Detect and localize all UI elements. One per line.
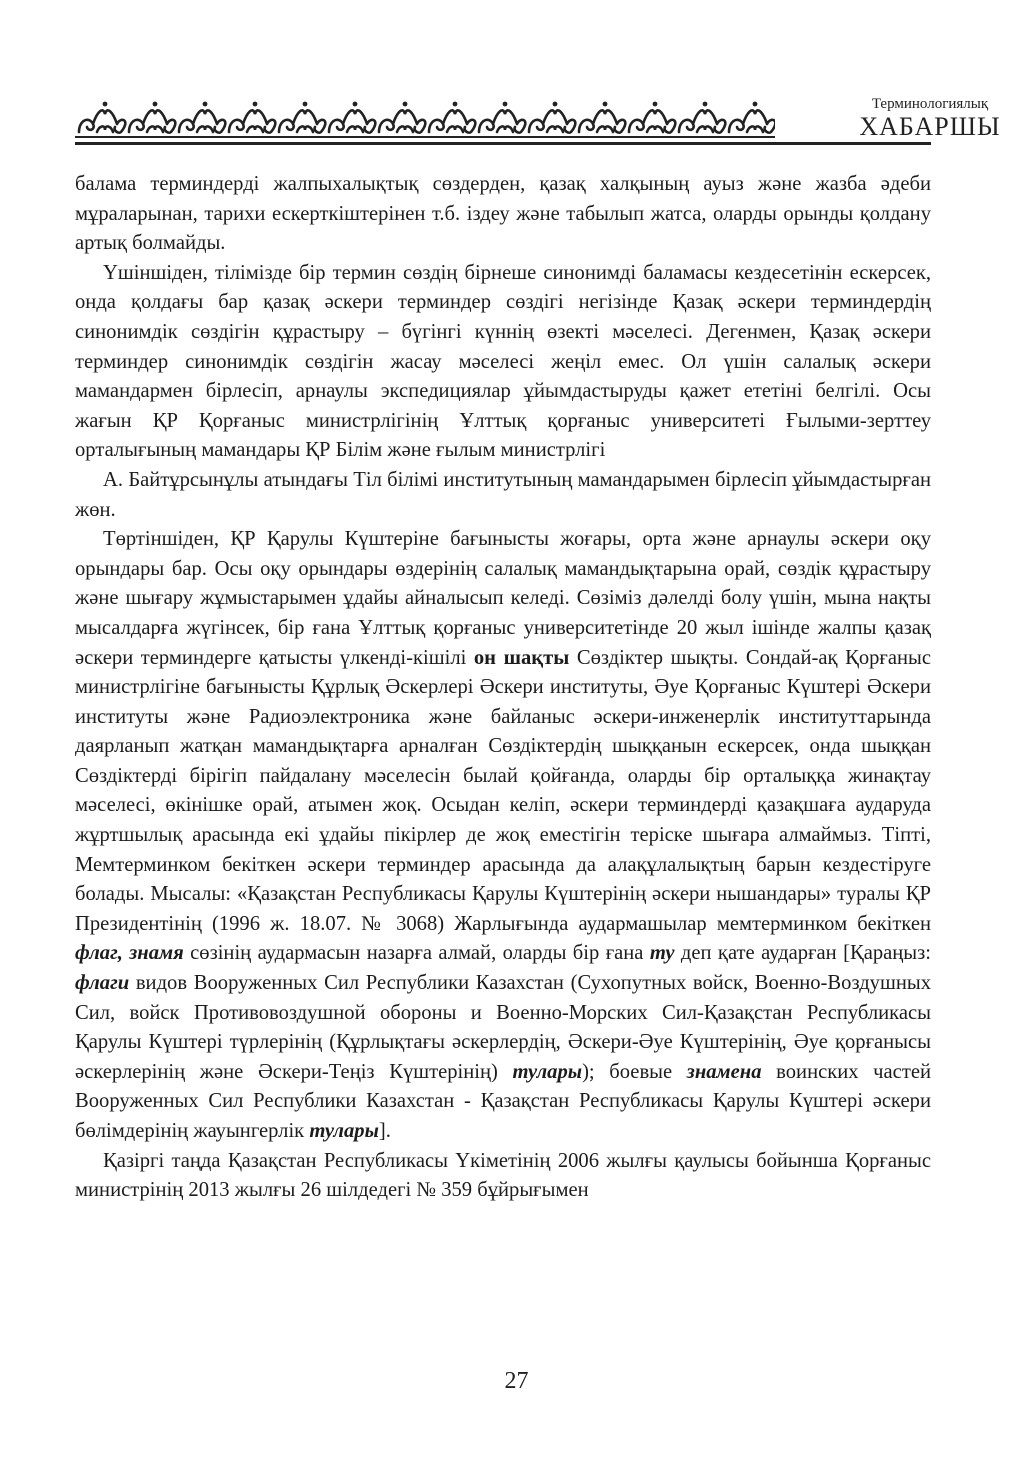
text-run: ].: [378, 1120, 391, 1142]
kazakh-ornament-border-icon: [75, 98, 775, 140]
ornament-motif: [129, 102, 175, 133]
bold-italic-term: тулары: [309, 1120, 379, 1142]
ornament-motif: [679, 102, 725, 133]
text-run: Сөздіктер шықты. Сондай-ақ Қорғаныс министрлігіне бағынысты Құрлық Әскерлері Әскери институты, Әуе Қорғаныс Күштері Әскери институты және Радиоэлектроника және байланыс әскери-инженерлік институттарында даярланып жатқан мамандықтарға арналған Сөздіктердің шыққанын ескерсек, онда шыққан Сөздіктерді бірігіп пайдалану мәселесін былай қойғанда, оларды бір орталыққа жинақтау мәселесі, өкінішке орай, атымен жоқ. Осыдан келіп, әскери терминдерді қазақшаға аударуда жұртшылық арасында екі ұдайы пікірлер де жоқ еместігін теріске шығара алмаймыз. Тіпті, Мемтерминком бекіткен әскери терминдер арасында да алақұлалықтың барын кездестіруге болады. Мысалы: «Қазақстан Республикасы Қарулы Күштерінің әскери нышандары» туралы ҚР Президентінің (1996 ж. 18.07. № 3068) Жарлығында аудармашылар мемтерминком бекіткен: [75, 646, 931, 935]
paragraph-currently: Қазіргі таңда Қазақстан Республикасы Үкіметінің 2006 жылғы қаулысы бойынша Қорғаныс министрінің 2013 жылғы 26 шілдедегі № 359 бұйрығымен: [75, 1149, 931, 1202]
header-rule: [75, 142, 931, 145]
article-body: [75, 170, 931, 1206]
bold-italic-term: флаги: [75, 972, 130, 995]
paragraph-continuation: балама терминдерді жалпыхалықтық сөздерден, қазақ халқының ауыз және жазба әдеби мұраларынан, тарихи ескерткіштерінен т.б. іздеу және табылып жатса, оларды орынды қолдану артық болмайды.: [75, 173, 931, 255]
text-run: ); боевые: [582, 1060, 687, 1083]
ornament-motif: [229, 102, 275, 133]
ornament-motif: [729, 102, 775, 133]
journal-title-big: ХАБАРШЫ: [859, 112, 1001, 141]
ornament-motif: [79, 102, 125, 133]
text-run: видов Вооруженных Сил Республики Казахстан (Сухопутных войск, Военно-Воздушных Сил, войск Противовоздушной обороны и Военно-Морских Сил-Қазақстан Республикасы Қарулы Күштері түрлерінің (Құрлықтағы әскерлердің, Әскери-Әуе Күштерінің, Әуе қорғанысы әскерлерінің және Әскери-Теңіз Күштерінің): [75, 972, 931, 1083]
text-run: воинских частей Вооруженных Сил Республики Казахстан - Қазақстан Республикасы Қарулы Күштері әскери бөлімдерінің жауынгерлік: [75, 1060, 931, 1142]
bold-italic-term: ту: [649, 942, 675, 965]
page-number: 27: [504, 1368, 529, 1394]
ornament-motif: [529, 102, 575, 133]
text-run: деп қате аударған [Қараңыз:: [674, 942, 931, 965]
bold-italic-term: флаг, знамя: [75, 942, 184, 965]
paragraph-thirdly: Үшіншіден, тілімізде бір термин сөздің бірнеше синонимді баламасы кездесетінін ескерсек, онда қолдағы бар қазақ әскери терминдер сөздігі негізінде Қазақ әскери терминдердің синонимдік сөздігін құрастыру – бүгінгі күннің өзекті мәселесі. Дегенмен, Қазақ әскери терминдер синонимдік сөздігін жасау мәселесі жеңіл емес. Ол үшін салалық әскери мамандармен бірлесіп, арнаулы экспедициялар ұйымдастыруды қажет ететіні белгілі. Осы жағын ҚР Қорғаныс министрлігінің Ұлттық қорғаныс университеті Ғылыми-зерттеу орталығының мамандары ҚР Білім және ғылым министрлігі: [75, 261, 931, 462]
bold-italic-term: тулары: [512, 1060, 583, 1083]
ornament-motif: [279, 102, 325, 133]
journal-title-small: Терминологиялық: [871, 96, 989, 112]
ornament-motif: [629, 102, 675, 133]
ornament-motif: [479, 102, 525, 133]
ornament-motif: [579, 102, 625, 133]
bold-term: он шақты: [473, 646, 570, 669]
ornament-motif: [429, 102, 475, 133]
text-run: сөзінің аудармасын назарға алмай, оларды бір ғана: [183, 942, 650, 965]
ornament-motif: [329, 102, 375, 133]
paragraph-fourthly: [75, 525, 931, 1146]
bold-italic-term: знамена: [686, 1060, 762, 1083]
ornament-motif: [379, 102, 425, 133]
journal-header: [75, 88, 1001, 148]
ornament-motif: [179, 102, 225, 133]
text-run: Төртіншіден, ҚР Қарулы Күштеріне бағынысты жоғары, орта және арнаулы әскери оқу орындары бар. Осы оқу орындары өздерінің салалық мамандықтарына орай, сөздік құрастыру және шығару жұмыстарымен ұдайы айналысып келеді. Сөзіміз дәлелді болу үшін, мына нақты мысалдарға жүгінсек, бір ғана Ұлттық қорғаныс университетінде 20 жыл ішінде жалпы қазақ әскери терминдерге қатысты үлкенді-кішілі: [75, 528, 931, 669]
paragraph-institute: А. Байтұрсынұлы атындағы Тіл білімі институтының мамандарымен бірлесіп ұйымдастырған жөн.: [75, 468, 931, 521]
